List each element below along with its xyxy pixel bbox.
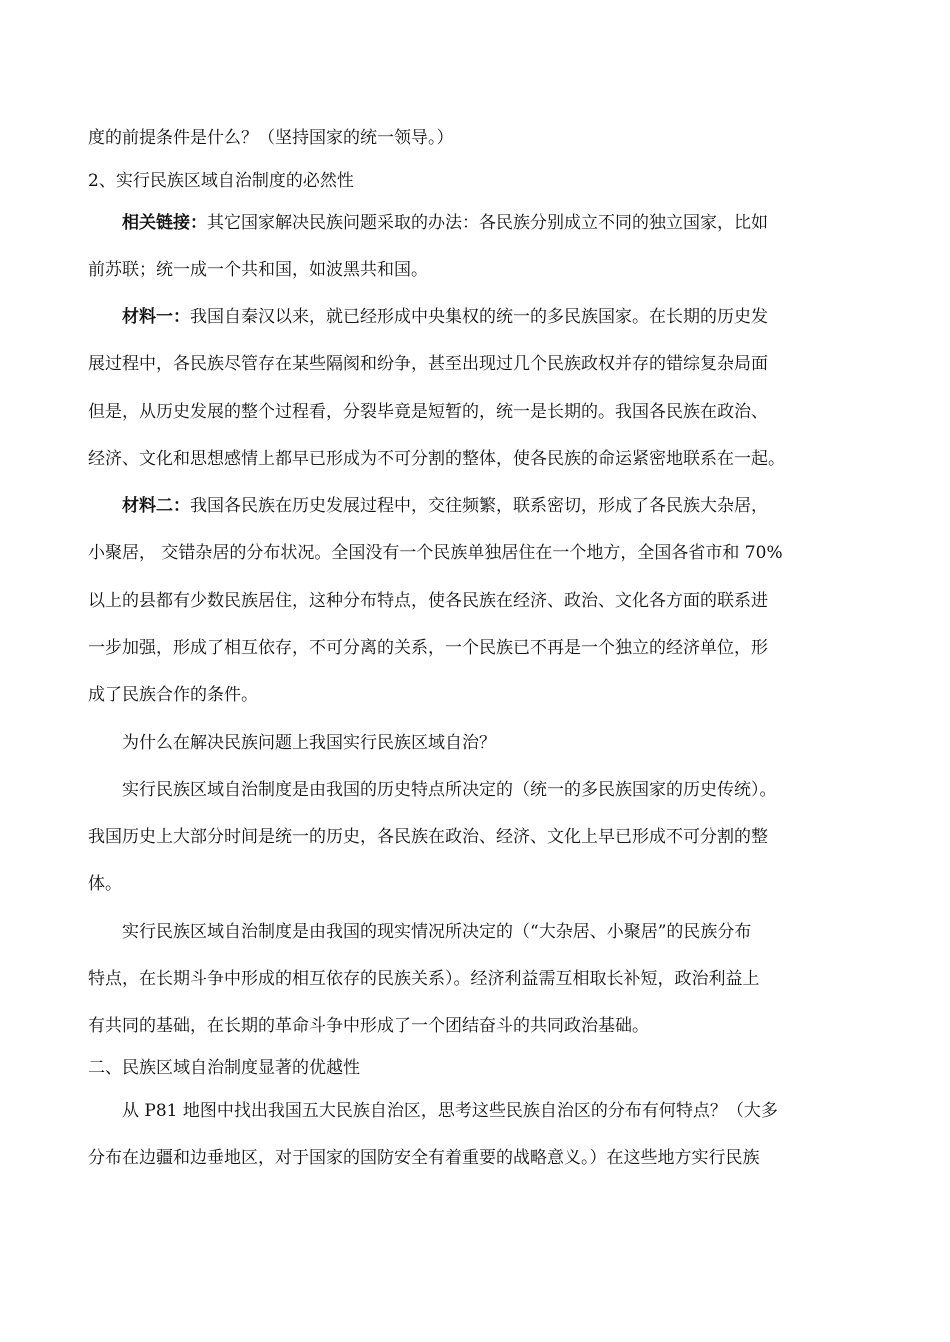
- inline-label: 材料二：: [122, 496, 190, 516]
- line-text: 小聚居， 交错杂居的分布状况。全国没有一个民族单独居住在一个地方，全国各省市和 70%: [88, 543, 783, 563]
- line-text: 有共同的基础，在长期的革命斗争中形成了一个团结奋斗的共同政治基础。: [88, 1016, 649, 1036]
- line-text: 展过程中，各民族尽管存在某些隔阂和纷争，甚至出现过几个民族政权并存的错综复杂局面: [88, 354, 768, 374]
- line-text: 经济、文化和思想感情上都早已形成为不可分割的整体，使各民族的命运紧密地联系在一起。: [88, 449, 785, 469]
- line-text: 前苏联；统一成一个共和国，如波黑共和国。: [88, 260, 428, 280]
- line-text: 成了民族合作的条件。: [88, 685, 258, 705]
- paragraph-start: [122, 211, 878, 235]
- line-text: 为什么在解决民族问题上我国实行民族区域自治？: [122, 733, 496, 753]
- line-text: 分布在边疆和边垂地区，对于国家的国防安全有着重要的战略意义。）在这些地方实行民族: [88, 1148, 760, 1168]
- line-text: 实行民族区域自治制度是由我国的现实情况所决定的（“大杂居、小聚居”的民族分布: [122, 922, 752, 942]
- text-line: [88, 126, 878, 150]
- question-line: [122, 731, 878, 755]
- paragraph-start: [122, 920, 878, 944]
- text-line: [88, 352, 878, 376]
- text-line: [88, 541, 878, 565]
- section-heading: [88, 169, 878, 193]
- line-text: 二、民族区域自治制度显著的优越性: [88, 1058, 360, 1078]
- line-text: 一步加强，形成了相互依存，不可分离的关系，一个民族已不再是一个独立的经济单位，形: [88, 638, 768, 658]
- paragraph-start: [122, 1099, 878, 1123]
- line-text: 我国自秦汉以来，就已经形成中央集权的统一的多民族国家。在长期的历史发: [190, 307, 768, 327]
- line-text: 实行民族区域自治制度是由我国的历史特点所决定的（统一的多民族国家的历史传统）。: [122, 780, 777, 800]
- text-line: [88, 683, 878, 707]
- line-text: 特点，在长期斗争中形成的相互依存的民族关系）。经济利益需互相取长补短，政治利益上: [88, 969, 760, 989]
- line-text: 从 P81 地图中找出我国五大民族自治区，思考这些民族自治区的分布有何特点？（大多: [122, 1101, 778, 1121]
- line-text: 我国历史上大部分时间是统一的历史，各民族在政治、经济、文化上早已形成不可分割的整: [88, 827, 768, 847]
- line-text: 以上的县都有少数民族居住，这种分布特点，使各民族在经济、政治、文化各方面的联系进: [88, 591, 768, 611]
- paragraph-start: [122, 778, 878, 802]
- text-line: [88, 1146, 878, 1170]
- text-line: [88, 258, 878, 282]
- text-line: [88, 447, 878, 471]
- text-line: [88, 589, 878, 613]
- inline-label: 相关链接：: [122, 213, 207, 233]
- line-text: 2、实行民族区域自治制度的必然性: [88, 171, 354, 191]
- inline-label: 材料一：: [122, 307, 190, 327]
- text-line: [88, 825, 878, 849]
- text-line: [88, 636, 878, 660]
- text-line: [88, 967, 878, 991]
- text-line: [88, 1014, 878, 1038]
- text-line: [88, 872, 878, 896]
- line-text: 体。: [88, 874, 122, 894]
- section-heading: [88, 1056, 878, 1080]
- paragraph-start: [122, 305, 878, 329]
- paragraph-start: [122, 494, 878, 518]
- line-text: 但是，从历史发展的整个过程看，分裂毕竟是短暂的，统一是长期的。我国各民族在政治、: [88, 402, 768, 422]
- line-text: 度的前提条件是什么？（坚持国家的统一领导。）: [88, 128, 454, 148]
- line-text: 其它国家解决民族问题采取的办法：各民族分别成立不同的独立国家，比如: [207, 213, 768, 233]
- text-line: [88, 400, 878, 424]
- line-text: 我国各民族在历史发展过程中，交往频繁，联系密切，形成了各民族大杂居，: [190, 496, 768, 516]
